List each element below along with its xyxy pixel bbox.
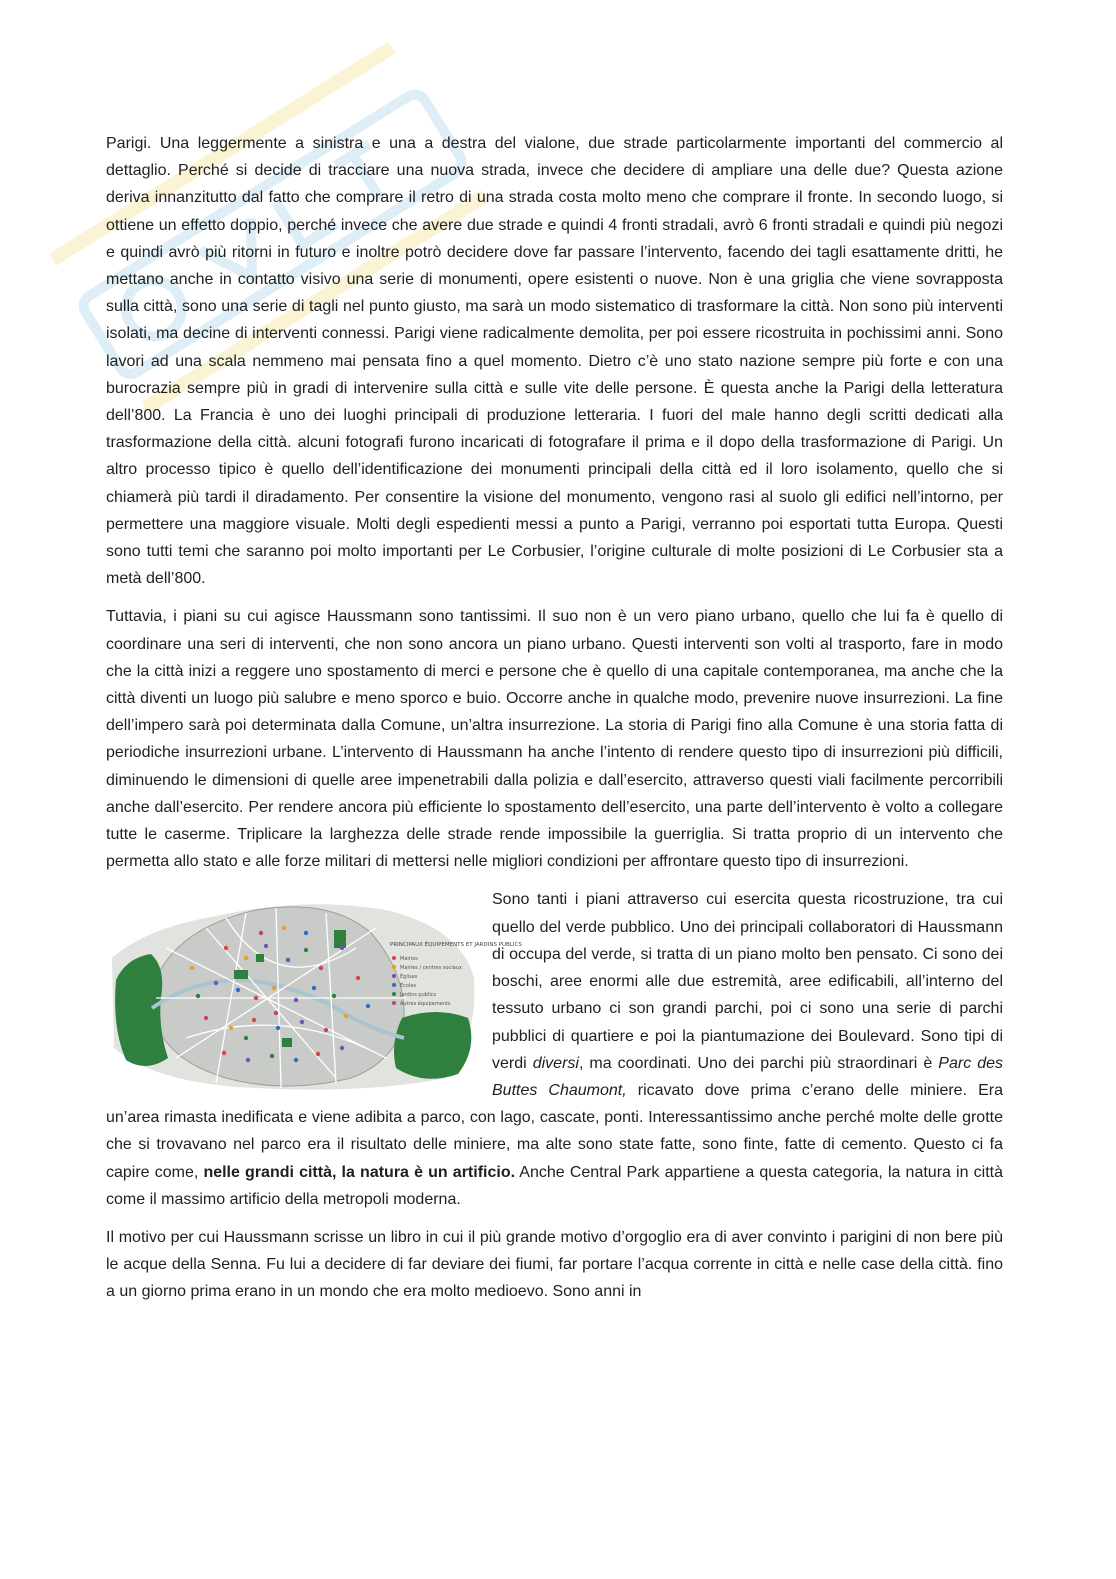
paris-map-figure [106, 888, 522, 1094]
map-bois-de-boulogne [115, 954, 168, 1066]
legend-swatch [392, 965, 396, 969]
map-dot [214, 981, 218, 985]
document-body [106, 130, 1003, 1317]
paragraph-1: Parigi. Una leggermente a sinistra e una a destra del vialone, due strade particolarmente importanti del commercio al dettaglio. Perché si decide di tracciare una nuova strada, invece che decidere di ampliare una delle due? Questa azione deriva innanzitutto dal fatto che comprare il retro di una strada costa molto meno che comprare il fronte. In secondo luogo, si ottiene un effetto doppio, perché invece che avere due strade e quindi 4 fronti stradali, avrò 6 fronti stradali e quindi più negozi e quindi avrò più ritorni in futuro e inoltre potrò decidere dove far passare l’intervento, facendo dei tagli esattamente dritti, he mettano anche in contatto visivo una serie di monumenti, opere esistenti o nuove. Non è una griglia che viene sovrapposta sulla città, sono una serie di tagli nel punto giusto, ma sarà un modo sistematico di trasformare la città. Non sono più interventi isolati, ma decine di interventi connessi. Parigi viene radicalmente demolita, per poi essere ricostruita in pochissimi anni. Sono lavori ad una scala nemmeno mai pensata fino a quel momento. Dietro c’è uno stato nazione sempre più forte e con una burocrazia sempre più in gradi di intervenire sulla città e sulle vite delle persone. È questa anche la Parigi della letteratura dell’800. La Francia è uno dei luoghi principali di produzione letteraria. I fuori del male hanno degli scritti dedicati alla trasformazione della città. alcuni fotografi furono incaricati di fotografare il prima e il dopo della trasformazione di Parigi. Un altro processo tipico è quello dell’identificazione dei monumenti principali della città ed il loro isolamento, quello che si chiamerà più tardi il diradamento. Per consentire la visione del monumento, vengono rasi al suolo gli edifici nell’intorno, per permettere una maggiore visuale. Molti degli espedienti messi a punto a Parigi, verranno poi esportati tutta Europa. Questi sono tutti temi che saranno poi molto importanti per Le Corbusier, l’origine culturale di molte posizioni di Le Corbusier sta a metà dell’800. [106, 135, 1003, 588]
map-dot [252, 1018, 256, 1022]
map-dot [244, 1036, 248, 1040]
map-dot [276, 1026, 280, 1030]
map-dot [264, 944, 268, 948]
map-dot [294, 998, 298, 1002]
paris-parks-map [106, 888, 522, 1094]
map-dot [294, 1058, 298, 1062]
map-dot [304, 931, 308, 935]
map-dot [300, 1020, 304, 1024]
paragraph-3 [106, 886, 1003, 1212]
map-dot [340, 946, 344, 950]
map-dot [319, 966, 323, 970]
map-dot [259, 931, 263, 935]
paragraph-3-text-a: Sono tanti i piani attraverso cui esercita questa ricostruzione, tra cui quello del verde pubblico. Uno dei principali collaboratori di Haussmann di occupa del verde, si tratta di un piano molto ben pensato. Ci sono dei boschi, aree enormi alle due estremità, aree edificabili, all’interno del tessuto urbano ci son grandi parchi, poi ci sono una serie di parchi pubblici di quartiere e poi la piantumazione dei Boulevard. Sono tipi di verdi [492, 891, 1003, 1072]
map-dot [222, 1051, 226, 1055]
map-dot [274, 1011, 278, 1015]
paragraph-2: Tuttavia, i piani su cui agisce Haussmann sono tantissimi. Il suo non è un vero piano urbano, quello che lui fa è quello di coordinare una seri di interventi, che non sono ancora un piano urbano. Questi interventi son volti al trasporto, fare in modo che la città inizi a reggere uno spostamento di merci e persone che è quello di una capitale contemporanea, ma anche che la città diventi un luogo più salubre e meno sporco e buio. Occorre anche in qualche modo, prevenire nuove insurrezioni. La fine dell’impero sarà poi determinata dalla Comune, un’altra insurrezione. La storia di Parigi fino alla Comune è una storia fatta di periodiche insurrezioni urbane. L’intervento di Haussmann ha anche l’intento di rendere questo tipo di insurrezioni più difficili, diminuendo le dimensioni di quelle aree impenetrabili dalla polizia e dall’esercito, attraverso questi viali facilmente percorribili anche dall’esercito. Per rendere ancora più efficiente lo spostamento dell’esercito, una parte dell’intervento è volto a collegare tutte le caserme. Triplicare la larghezza delle strade rende impossibile la guerriglia. Si tratta proprio di un intervento che permetta allo stato e alle forze militari di mettersi nelle migliori condizioni per affrontare questo tipo di insurrezioni. [106, 608, 1003, 871]
map-dot [272, 986, 276, 990]
paragraph-4: Il motivo per cui Haussmann scrisse un libro in cui il più grande motivo d’orgoglio era di aver convinto i parigini di non bere più le acque della Senna. Fu lui a decidere di far deviare dei fiumi, far portare l’acqua corrente in città e nelle case della città. fino a un giorno prima erano in un mondo che era molto medioevo. Sono anni in [106, 1228, 1003, 1301]
map-dot [246, 1058, 250, 1062]
legend-swatch [392, 956, 396, 960]
legend-item: Églises [400, 974, 418, 981]
legend-item: Autres équipements [400, 1001, 451, 1008]
map-dot [286, 958, 290, 962]
paragraph-3-text-c: ricavato dove prima c’erano delle miniere. Era un’area rimasta inedificata e viene adibita a parco, con lago, cascate, ponti. Interessantissimo anche perché molte delle grotte che si trovavano nel parco era il risultato delle miniere, ma alte sono state fatte, sono finte, fatte di cemento. Questo ci fa capire come, [106, 1081, 1003, 1181]
map-park-small [256, 954, 264, 962]
paragraph-3-bold: nelle grandi città, la natura è un artificio. [203, 1163, 516, 1181]
legend-swatch [392, 1001, 396, 1005]
map-dot [316, 1052, 320, 1056]
parc-des-buttes-chaumont: Parc des Buttes Chaumont, [492, 1054, 1004, 1099]
legend-title: PRINCIPAUX ÉQUIPEMENTS ET JARDINS PUBLICS [390, 942, 522, 949]
legend-item: Mairies [400, 956, 418, 963]
map-dot [190, 966, 194, 970]
map-dot [254, 996, 258, 1000]
map-dot [312, 986, 316, 990]
map-park-small [334, 930, 346, 948]
map-dot [204, 1016, 208, 1020]
map-dot [324, 1028, 328, 1032]
map-dot [196, 994, 200, 998]
legend-item: Écoles [400, 983, 417, 990]
map-dot [282, 926, 286, 930]
paragraph-3-text-d: Anche Central Park appartiene a questa categoria, la natura in città come il massimo artificio della metropoli moderna. [106, 1163, 1004, 1208]
map-dot [332, 994, 336, 998]
legend-swatch [392, 983, 396, 987]
legend-swatch [392, 992, 396, 996]
map-dot [304, 948, 308, 952]
map-park-small [282, 1038, 292, 1047]
legend-swatch [392, 974, 396, 978]
map-dot [366, 1004, 370, 1008]
map-dot [236, 988, 240, 992]
map-dot [344, 1014, 348, 1018]
map-dot [270, 1054, 274, 1058]
legend-item: Mairies / centres sociaux [400, 965, 462, 972]
map-dot [356, 976, 360, 980]
map-park-small [234, 970, 248, 979]
map-bois-de-vincennes [394, 1012, 471, 1079]
legend-item: Jardins publics [400, 992, 437, 999]
paragraph-3-italic: diversi [532, 1054, 579, 1072]
paragraph-3-text-b: , ma coordinati. Uno dei parchi più straordinari è [578, 1054, 939, 1072]
map-dot [340, 1046, 344, 1050]
map-dot [244, 956, 248, 960]
map-dot [229, 1026, 233, 1030]
map-dot [224, 946, 228, 950]
